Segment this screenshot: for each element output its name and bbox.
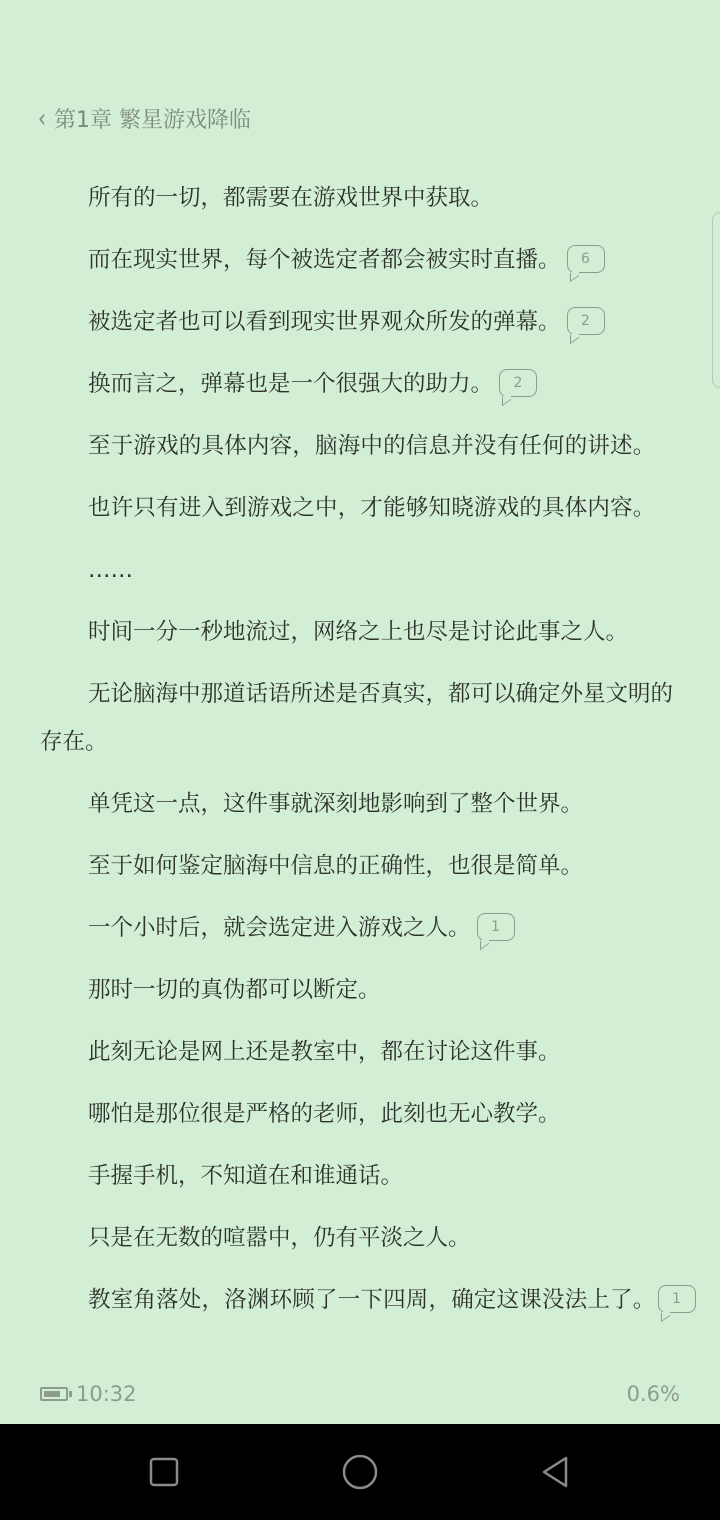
paragraph	[40, 1214, 680, 1262]
circle-icon[interactable]	[340, 1452, 380, 1492]
paragraph-text: 无论脑海中那道话语所述是否真实，都可以确定外星文明的存在。	[40, 681, 674, 755]
paragraph	[40, 904, 680, 952]
reading-progress: 0.6%	[626, 1382, 680, 1406]
chapter-content	[40, 174, 680, 1338]
paragraph-text: 教室角落处，洛渊环顾了一下四周，确定这课没法上了。	[88, 1287, 656, 1313]
comment-bubble[interactable]: 2	[499, 369, 537, 397]
paragraph	[40, 670, 680, 766]
paragraph	[40, 780, 680, 828]
comment-bubble[interactable]: 1	[658, 1285, 696, 1313]
comment-bubble[interactable]: 2	[567, 307, 605, 335]
paragraph	[40, 966, 680, 1014]
triangle-back-icon[interactable]	[536, 1452, 576, 1492]
paragraph-text: 也许只有进入到游戏之中，才能够知晓游戏的具体内容。	[88, 495, 656, 521]
paragraph-text: 被选定者也可以看到现实世界观众所发的弹幕。	[88, 309, 561, 335]
paragraph	[40, 422, 680, 470]
reader-footer	[40, 1378, 680, 1410]
paragraph-text: 一个小时后，就会选定进入游戏之人。	[88, 915, 471, 941]
paragraph	[40, 1276, 680, 1324]
paragraph-text: 哪怕是那位很是严格的老师，此刻也无心教学。	[88, 1101, 561, 1127]
paragraph	[40, 360, 680, 408]
comment-bubble[interactable]: 1	[477, 913, 515, 941]
paragraph-text: 所有的一切，都需要在游戏世界中获取。	[88, 185, 494, 211]
paragraph	[40, 1152, 680, 1200]
paragraph-text: 而在现实世界，每个被选定者都会被实时直播。	[88, 247, 561, 273]
paragraph	[40, 1090, 680, 1138]
paragraph-text: 换而言之，弹幕也是一个很强大的助力。	[88, 371, 494, 397]
chapter-title: 第1章 繁星游戏降临	[54, 107, 251, 133]
paragraph	[40, 174, 680, 222]
side-drawer-handle[interactable]	[712, 212, 720, 388]
chapter-header[interactable]	[38, 102, 251, 134]
comment-bubble[interactable]: 6	[567, 245, 605, 273]
battery-fill	[44, 1391, 60, 1397]
paragraph	[40, 842, 680, 890]
paragraph	[40, 298, 680, 346]
paragraph-text: ……	[88, 557, 133, 583]
paragraph	[40, 484, 680, 532]
paragraph-text: 手握手机，不知道在和谁通话。	[88, 1163, 404, 1189]
clock-time: 10:32	[76, 1382, 137, 1406]
square-icon[interactable]	[144, 1452, 184, 1492]
paragraph-text: 时间一分一秒地流过，网络之上也尽是讨论此事之人。	[88, 619, 629, 645]
paragraph-text: 至于游戏的具体内容，脑海中的信息并没有任何的讲述。	[88, 433, 656, 459]
paragraph	[40, 546, 680, 594]
paragraph-text: 只是在无数的喧嚣中，仍有平淡之人。	[88, 1225, 471, 1251]
paragraph-text: 此刻无论是网上还是教室中，都在讨论这件事。	[88, 1039, 561, 1065]
paragraph	[40, 1028, 680, 1076]
paragraph-text: 那时一切的真伪都可以断定。	[88, 977, 381, 1003]
battery-icon	[40, 1387, 68, 1401]
paragraph-text: 单凭这一点，这件事就深刻地影响到了整个世界。	[88, 791, 584, 817]
paragraph-text: 至于如何鉴定脑海中信息的正确性，也很是简单。	[88, 853, 584, 879]
chevron-left-icon[interactable]: ‹	[38, 102, 46, 134]
paragraph	[40, 236, 680, 284]
paragraph	[40, 608, 680, 656]
system-navigation-bar	[0, 1424, 720, 1520]
